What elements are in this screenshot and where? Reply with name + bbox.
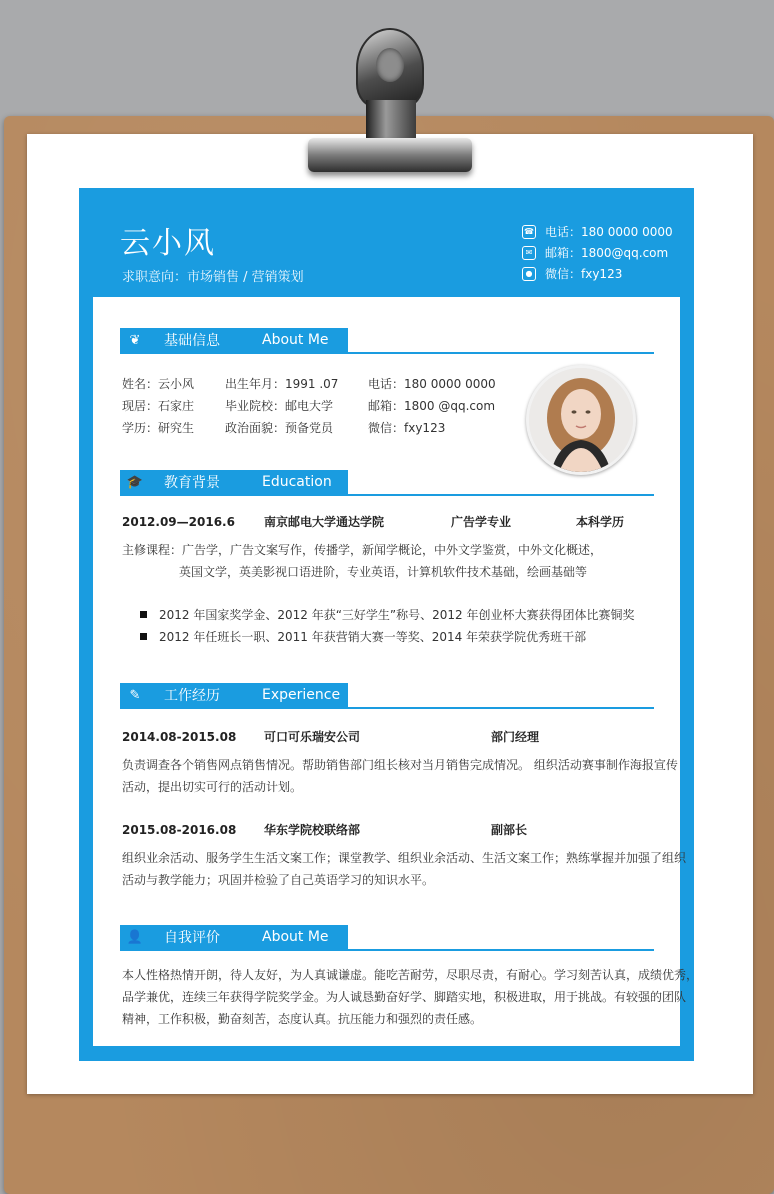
award-item-1 (140, 604, 635, 626)
work-1-company: 可口可乐瑞安公司 (264, 730, 361, 744)
section-tab (120, 328, 348, 352)
section-tab (120, 925, 348, 949)
edu-courses-line1: 主修课程：广告学，广告文案写作，传播学，新闻学概论，中外文学鉴赏，中外文化概述， (122, 543, 603, 557)
section-education (120, 470, 654, 496)
section-title-cn: 工作经历 (164, 688, 220, 704)
contact-wechat (522, 263, 682, 284)
basic-col-3 (368, 373, 496, 439)
basic-residence: 现居：石家庄 (122, 399, 195, 413)
basic-col-1 (122, 373, 194, 439)
clip-base (308, 138, 472, 172)
work-2-desc-line1: 组织业余活动、服务学生生活文案工作；课堂教学、组织业余活动、生活文案工作；熟练掌握并加强了组织 (122, 851, 687, 865)
profile-photo (526, 365, 636, 475)
leaf-icon: ❦ (129, 332, 141, 348)
bullet-square (140, 611, 147, 618)
section-title-en: About Me (262, 332, 329, 348)
bullet-square (140, 633, 147, 640)
profile-photo-art (529, 368, 633, 472)
work-1-period: 2014.08-2015.08 (122, 730, 237, 744)
award-text: 2012 年任班长一职、2011 年获营销大赛一等奖、2014 年荣获学院优秀班干部 (159, 630, 587, 644)
basic-school: 毕业院校：邮电大学 (225, 399, 334, 413)
basic-degree: 学历：研究生 (122, 421, 195, 435)
basic-name: 姓名：云小风 (122, 377, 195, 391)
basic-col-2 (225, 373, 338, 439)
section-basic-info (120, 328, 654, 354)
binder-clip (300, 28, 480, 178)
contact-phone-text: 电话：180 0000 0000 (545, 225, 673, 239)
section-rule (120, 494, 654, 496)
edu-major: 广告学专业 (451, 515, 512, 529)
self-eval-line1: 本人性格热情开朗，待人友好，为人真诚谦虚。能吃苦耐劳，尽职尽责，有耐心。学习刻苦认真，成绩优秀， (122, 968, 699, 982)
self-eval-line2: 品学兼优，连续三年获得学院奖学金。为人诚恳勤奋好学、脚踏实地，积极进取，用于挑战。有较强的团队 (122, 990, 687, 1004)
work-2-desc-line2: 活动与教学能力；巩固并检验了自己英语学习的知识水平。 (122, 873, 435, 887)
basic-phone: 电话：180 0000 0000 (368, 377, 496, 391)
section-tab (120, 470, 348, 494)
wechat-icon: ● (522, 267, 536, 281)
work-1-desc-line1: 负责调查各个销售网点销售情况。帮助销售部门组长核对当月销售完成情况。 组织活动赛事制作海报宣传 (122, 758, 678, 772)
award-item-2 (140, 626, 586, 648)
work-1-desc-line2: 活动，提出切实可行的活动计划。 (122, 780, 303, 794)
job-intention: 求职意向：市场销售 / 营销策划 (122, 270, 304, 285)
basic-birth: 出生年月：1991 .07 (225, 377, 339, 391)
self-eval-line3: 精神，工作积极，勤奋刻苦，态度认真。抗压能力和强烈的责任感。 (122, 1012, 483, 1026)
contact-wechat-text: 微信：fxy123 (545, 267, 623, 281)
section-rule (120, 949, 654, 951)
edu-courses-line2: 英国文学，英美影视口语进阶，专业英语，计算机软件技术基础，绘画基础等 (179, 565, 588, 579)
edu-school: 南京邮电大学通达学院 (264, 515, 385, 529)
contact-email-text: 邮箱：1800@qq.com (545, 246, 669, 260)
edu-degree: 本科学历 (576, 515, 625, 529)
section-title-cn: 教育背景 (164, 475, 220, 491)
basic-wechat: 微信：fxy123 (368, 421, 446, 435)
section-title-cn: 基础信息 (164, 333, 220, 349)
mail-icon: ✉ (522, 246, 536, 260)
work-2-period: 2015.08-2016.08 (122, 823, 237, 837)
award-text: 2012 年国家奖学金、2012 年获“三好学生”称号、2012 年创业杯大赛获得团体比赛铜奖 (159, 608, 635, 622)
section-rule (120, 352, 654, 354)
section-title-cn: 自我评价 (164, 930, 220, 946)
work-1-position: 部门经理 (491, 730, 540, 744)
contact-email (522, 242, 682, 263)
person-icon: 👤 (126, 929, 144, 945)
section-title-en: Education (262, 474, 332, 490)
graduation-cap-icon: 🎓 (126, 474, 144, 490)
work-2-company: 华东学院校联络部 (264, 823, 361, 837)
clip-ring (356, 28, 424, 108)
header-contacts (522, 221, 682, 284)
section-self-evaluation (120, 925, 654, 951)
candidate-name: 云小风 (120, 226, 216, 261)
section-title-en: About Me (262, 929, 329, 945)
tag-icon: ✎ (129, 687, 141, 703)
basic-politics: 政治面貌：预备党员 (225, 421, 334, 435)
section-rule (120, 707, 654, 709)
section-title-en: Experience (262, 687, 341, 703)
phone-icon: ☎ (522, 225, 536, 239)
section-experience (120, 683, 654, 709)
section-tab (120, 683, 348, 707)
edu-period: 2012.09—2016.6 (122, 515, 235, 529)
work-2-position: 副部长 (491, 823, 528, 837)
contact-phone (522, 221, 682, 242)
basic-email: 邮箱：1800 @qq.com (368, 399, 496, 413)
